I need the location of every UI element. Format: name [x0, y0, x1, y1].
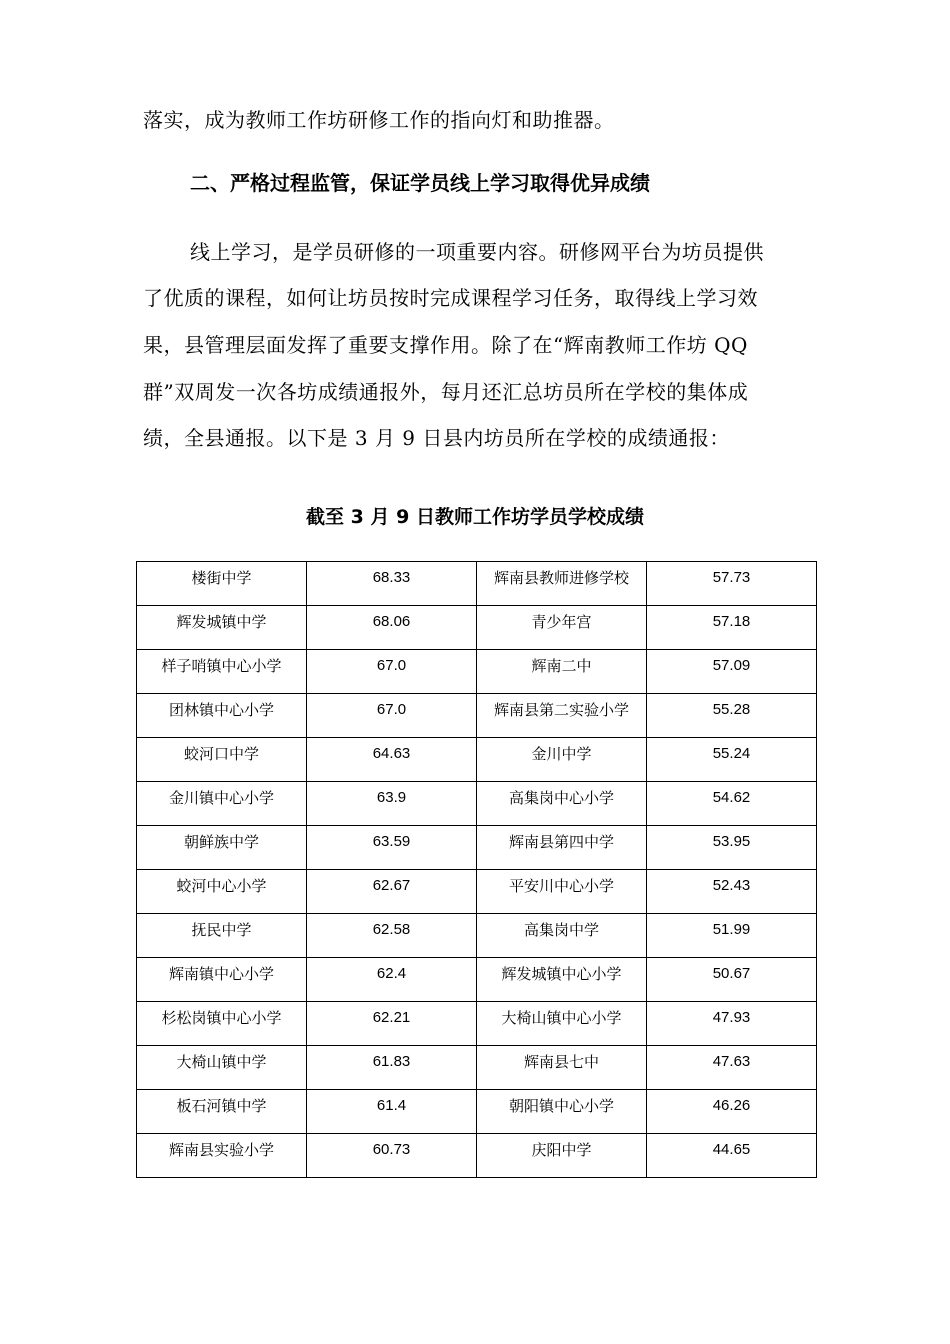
score-cell: 55.24 — [647, 738, 817, 782]
score-cell: 61.83 — [307, 1046, 477, 1090]
score-cell: 53.95 — [647, 826, 817, 870]
table-row — [137, 782, 817, 826]
score-cell: 62.67 — [307, 870, 477, 914]
paragraph-line: 果，县管理层面发挥了重要支撑作用。除了在“辉南教师工作坊 QQ — [143, 333, 748, 357]
school-name-cell: 杉松岗镇中心小学 — [137, 1002, 307, 1046]
school-name-cell: 辉南县七中 — [477, 1046, 647, 1090]
school-name-cell: 辉南县第四中学 — [477, 826, 647, 870]
school-name-cell: 大椅山镇中学 — [137, 1046, 307, 1090]
score-cell: 57.09 — [647, 650, 817, 694]
school-name-cell: 辉南镇中心小学 — [137, 958, 307, 1002]
table-row — [137, 958, 817, 1002]
table-row — [137, 1046, 817, 1090]
school-name-cell: 大椅山镇中心小学 — [477, 1002, 647, 1046]
table-row — [137, 870, 817, 914]
score-cell: 46.26 — [647, 1090, 817, 1134]
score-cell: 62.21 — [307, 1002, 477, 1046]
score-cell: 68.06 — [307, 606, 477, 650]
score-cell: 44.65 — [647, 1134, 817, 1178]
school-name-cell: 楼街中学 — [137, 562, 307, 606]
school-name-cell: 朝鲜族中学 — [137, 826, 307, 870]
table-row — [137, 606, 817, 650]
school-name-cell: 辉南县第二实验小学 — [477, 694, 647, 738]
table-row — [137, 562, 817, 606]
table-row — [137, 738, 817, 782]
school-name-cell: 朝阳镇中心小学 — [477, 1090, 647, 1134]
paragraph-line: 了优质的课程，如何让坊员按时完成课程学习任务，取得线上学习效 — [143, 286, 758, 310]
table-row — [137, 1134, 817, 1178]
table-row — [137, 1002, 817, 1046]
school-name-cell: 庆阳中学 — [477, 1134, 647, 1178]
school-name-cell: 辉发城镇中学 — [137, 606, 307, 650]
school-scores-table — [136, 561, 817, 1178]
table-body — [137, 562, 817, 1178]
school-name-cell: 辉南县实验小学 — [137, 1134, 307, 1178]
school-name-cell: 辉发城镇中心小学 — [477, 958, 647, 1002]
score-cell: 63.9 — [307, 782, 477, 826]
score-cell: 67.0 — [307, 694, 477, 738]
score-cell: 50.67 — [647, 958, 817, 1002]
score-cell: 68.33 — [307, 562, 477, 606]
paragraph-line: 线上学习，是学员研修的一项重要内容。研修网平台为坊员提供 — [190, 240, 764, 264]
school-name-cell: 青少年宫 — [477, 606, 647, 650]
school-name-cell: 蛟河中心小学 — [137, 870, 307, 914]
score-cell: 55.28 — [647, 694, 817, 738]
school-name-cell: 高集岗中心小学 — [477, 782, 647, 826]
score-cell: 67.0 — [307, 650, 477, 694]
school-name-cell: 高集岗中学 — [477, 914, 647, 958]
score-cell: 57.18 — [647, 606, 817, 650]
school-name-cell: 辉南二中 — [477, 650, 647, 694]
school-name-cell: 平安川中心小学 — [477, 870, 647, 914]
school-name-cell: 团林镇中心小学 — [137, 694, 307, 738]
table-row — [137, 914, 817, 958]
score-cell: 63.59 — [307, 826, 477, 870]
school-name-cell: 板石河镇中学 — [137, 1090, 307, 1134]
score-cell: 51.99 — [647, 914, 817, 958]
paragraph-line: 群”双周发一次各坊成绩通报外，每月还汇总坊员所在学校的集体成 — [143, 380, 749, 404]
score-cell: 61.4 — [307, 1090, 477, 1134]
table-row — [137, 1090, 817, 1134]
paragraph-line: 绩，全县通报。以下是 3 月 9 日县内坊员所在学校的成绩通报： — [143, 426, 730, 450]
score-cell: 47.63 — [647, 1046, 817, 1090]
school-name-cell: 金川镇中心小学 — [137, 782, 307, 826]
score-cell: 60.73 — [307, 1134, 477, 1178]
score-cell: 62.58 — [307, 914, 477, 958]
section-heading: 二、严格过程监管，保证学员线上学习取得优异成绩 — [190, 171, 650, 195]
score-cell: 64.63 — [307, 738, 477, 782]
table-title: 截至 3 月 9 日教师工作坊学员学校成绩 — [306, 506, 644, 528]
score-cell: 57.73 — [647, 562, 817, 606]
paragraph-line: 落实，成为教师工作坊研修工作的指向灯和助推器。 — [143, 108, 615, 132]
score-cell: 54.62 — [647, 782, 817, 826]
table-row — [137, 826, 817, 870]
score-cell: 52.43 — [647, 870, 817, 914]
school-name-cell: 金川中学 — [477, 738, 647, 782]
school-name-cell: 样子哨镇中心小学 — [137, 650, 307, 694]
table-row — [137, 694, 817, 738]
score-cell: 62.4 — [307, 958, 477, 1002]
school-name-cell: 蛟河口中学 — [137, 738, 307, 782]
table-row — [137, 650, 817, 694]
school-name-cell: 辉南县教师进修学校 — [477, 562, 647, 606]
score-cell: 47.93 — [647, 1002, 817, 1046]
school-name-cell: 抚民中学 — [137, 914, 307, 958]
